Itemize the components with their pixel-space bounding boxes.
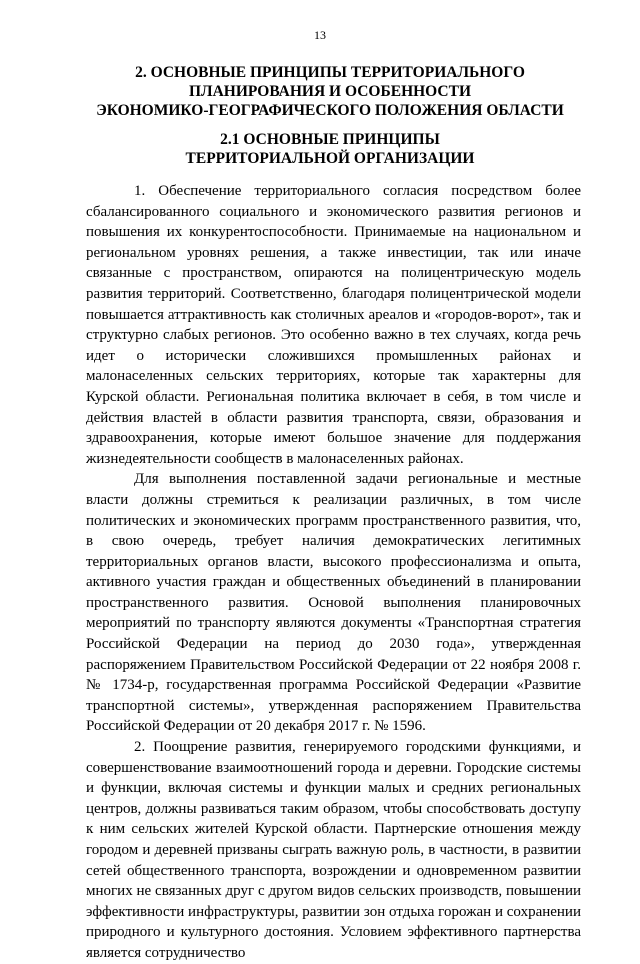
paragraph: 1. Обеспечение территориального согласия посредством более сбалансированного социального и экономического развития регионов и повышения их конкурентоспособности. Принимаемые на национальном и региональном уровнях решения, а также инвестиции, так или иначе связанные с пространством, опираются на полицентрическую модель развития территорий. Соответственно, благодаря полицентрической модели повышается аттрактивность как столичных ареалов и «городов-ворот», так и структурно слабых регионов. Это особенно важно в тех случаях, когда речь идет о исторически сложившихся промышленных районах и малонаселенных сельских территориях, которые так характерны для Курской области. Региональная политика включает в себя, в том числе и действия властей в области развития транспорта, связи, образования и здравоохранения, которые имеют большое значение для поддержания жизнедеятельности сообществ в малонаселенных районах.	[86, 183, 581, 467]
paragraph: Для выполнения поставленной задачи региональные и местные власти должны стремиться к реализации различных, в том числе политических и экономических программ пространственного развития, что, в свою очередь, требует наличия демократических легитимных территориальных органов власти, высокого профессионализма и опыта, активного участия граждан и общественных объединений в планировании пространственного развития. Основой выполнения планировочных мероприятий по транспорту являются документы «Транспортная стратегия Российской Федерации на период до 2030 года», утвержденная распоряжением Правительством Российской Федерации от 22 ноября 2008 г. № 1734-р, государственная программа Российской Федерации «Развитие транспортной системы», утвержденная распоряжением Правительства Российской Федерации от 20 декабря 2017 г. № 1596.	[86, 471, 581, 735]
section-heading-line: 2. ОСНОВНЫЕ ПРИНЦИПЫ ТЕРРИТОРИАЛЬНОГО	[135, 64, 525, 81]
section-heading-line: ЭКОНОМИКО-ГЕОГРАФИЧЕСКОГО ПОЛОЖЕНИЯ ОБЛАСТИ	[96, 102, 564, 119]
subsection-heading-line: 2.1 ОСНОВНЫЕ ПРИНЦИПЫ	[220, 131, 440, 148]
subsection-heading-line: ТЕРРИТОРИАЛЬНОЙ ОРГАНИЗАЦИИ	[185, 150, 475, 167]
paragraph: 2. Поощрение развития, генерируемого городскими функциями, и совершенствование взаимоотношений города и деревни. Городские системы и функции, включая системы и функции малых и средних региональных центров, должны развиваться таким образом, чтобы способствовать доступу к ним сельских жителей Курской области. Партнерские отношения между городом и деревней призваны сыграть важную роль, в частности, в развитии сетей общественного транспорта, возрождении и одновременном развитии многих не связанных друг с другом видов сельских производств, повышении эффективности инфраструктуры, развитии зон отдыха горожан и сохранении природного и культурного достояния. Условием эффективного партнерства является сотрудничество	[86, 739, 581, 961]
section-heading-line: ПЛАНИРОВАНИЯ И ОСОБЕННОСТИ	[188, 83, 472, 100]
section-heading	[80, 63, 580, 120]
subsection-heading	[80, 130, 580, 168]
page-number: 13	[314, 28, 326, 42]
body-text	[86, 181, 581, 964]
